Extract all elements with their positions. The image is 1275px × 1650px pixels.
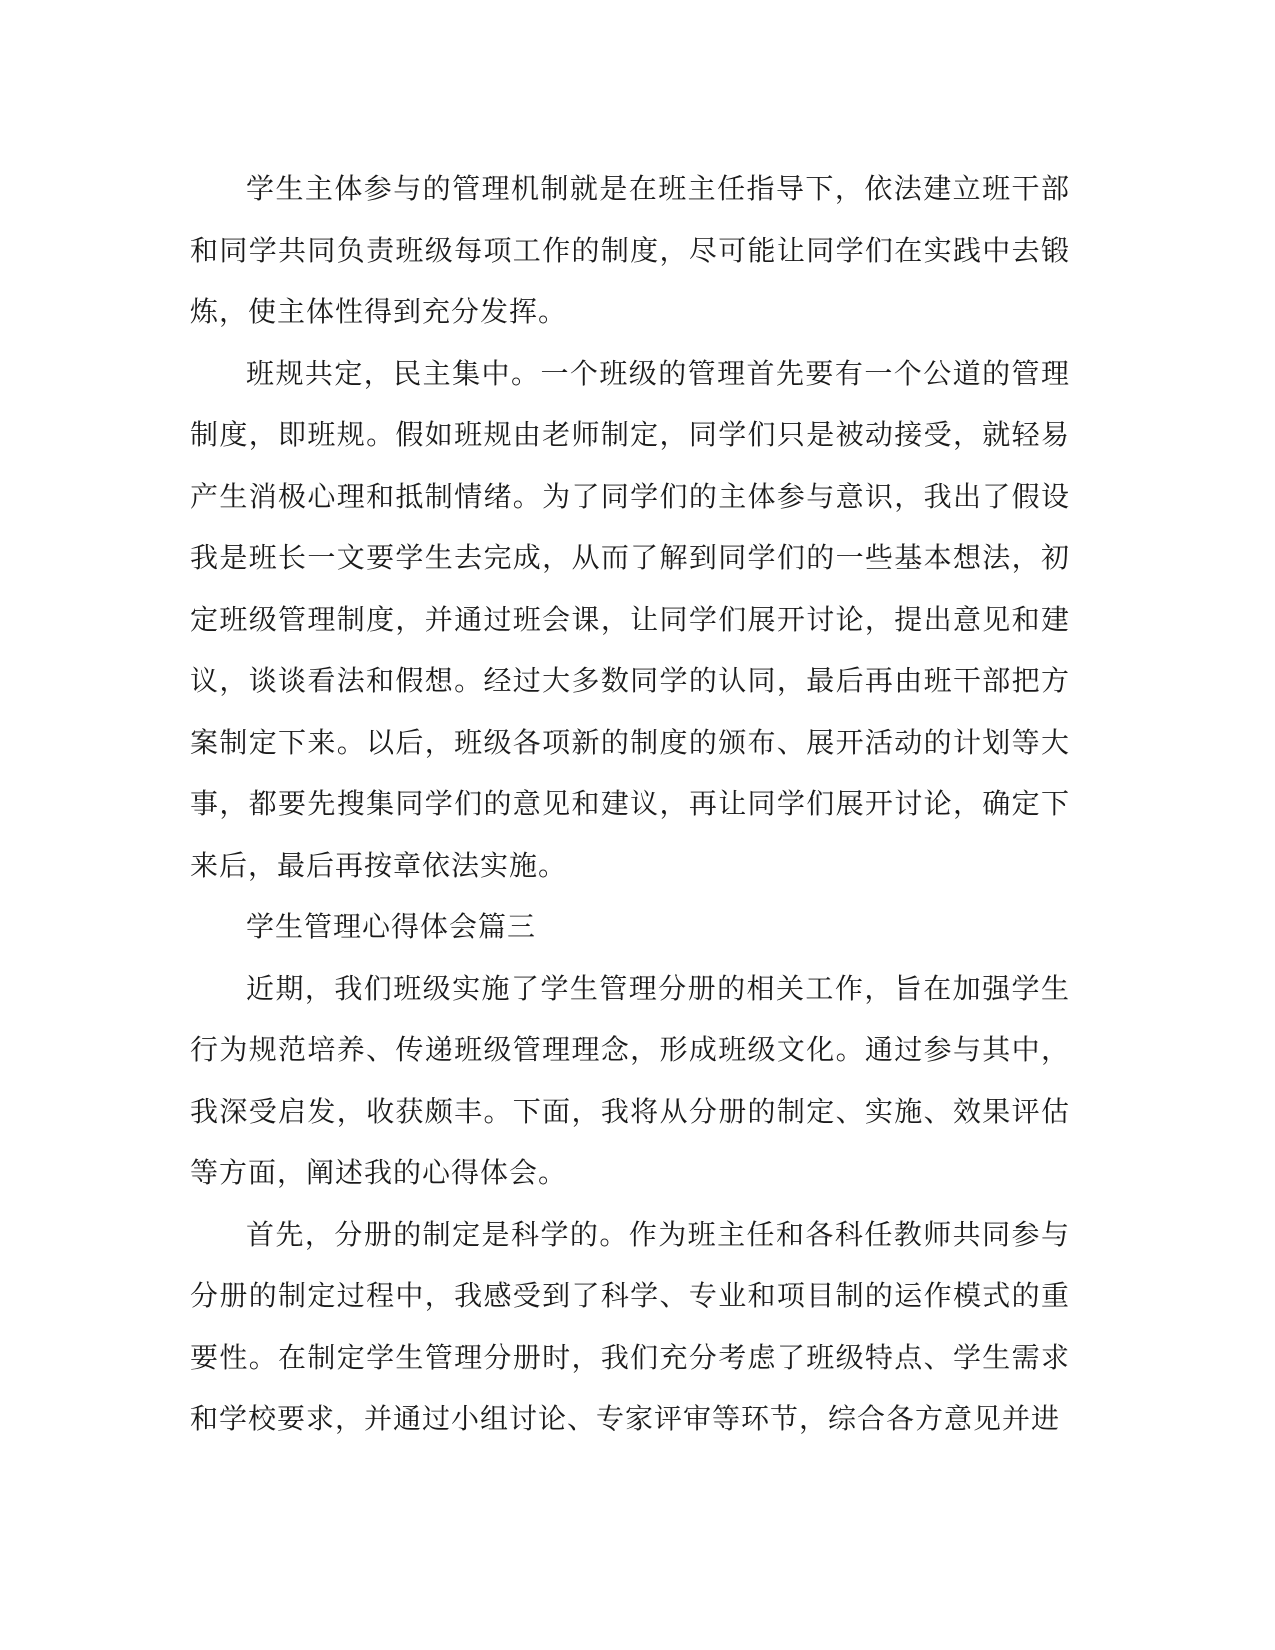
paragraph-class-rules: 班规共定，民主集中。一个班级的管理首先要有一个公道的管理制度，即班规。假如班规由老师制定，同学们只是被动接受，就轻易产生消极心理和抵制情绪。为了同学们的主体参与意识，我出了假设我是班长一文要学生去完成，从而了解到同学们的一些基本想法，初定班级管理制度，并通过班会课，让同学们展开讨论，提出意见和建议，谈谈看法和假想。经过大多数同学的认同，最后再由班干部把方案制定下来。以后，班级各项新的制度的颁布、展开活动的计划等大事，都要先搜集同学们的意见和建议，再让同学们展开讨论，确定下来后，最后再按章依法实施。 [190, 356, 1070, 882]
document-body [190, 158, 1070, 1450]
paragraph-first-point: 首先，分册的制定是科学的。作为班主任和各科任教师共同参与分册的制定过程中，我感受到了科学、专业和项目制的运作模式的重要性。在制定学生管理分册时，我们充分考虑了班级特点、学生需求和学校要求，并通过小组讨论、专家评审等环节，综合各方意见并进 [190, 1217, 1070, 1435]
paragraph-student-participation: 学生主体参与的管理机制就是在班主任指导下，依法建立班干部和同学共同负责班级每项工作的制度，尽可能让同学们在实践中去锻炼，使主体性得到充分发挥。 [190, 172, 1070, 328]
paragraph-recent-work: 近期，我们班级实施了学生管理分册的相关工作，旨在加强学生行为规范培养、传递班级管理理念，形成班级文化。通过参与其中，我深受启发，收获颇丰。下面，我将从分册的制定、实施、效果评估等方面，阐述我的心得体会。 [190, 971, 1070, 1189]
section-heading: 学生管理心得体会篇三 [246, 910, 537, 943]
